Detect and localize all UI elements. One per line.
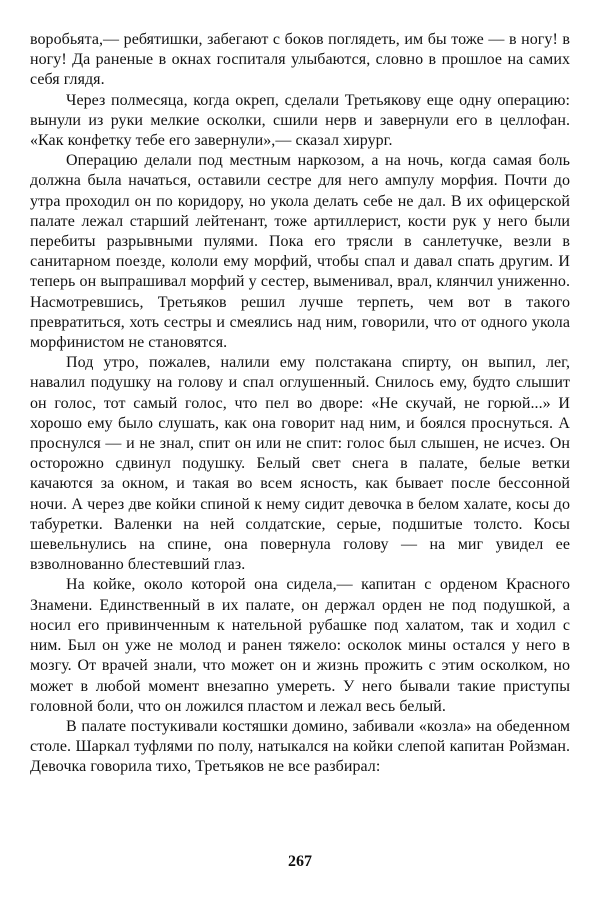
paragraph-3: Операцию делали под местным наркозом, а на ночь, когда самая боль должна была начаться, оставили сестре для него ампулу морфия. Почти до утра проходил он по коридору, но укола делать себе не дал. В их офицерской палате лежал старший лейтенант, тоже артиллерист, кости рук у него были перебиты разрывными пулями. Пока его трясли в санлетучке, везли в санитарном поезде, кололи ему морфий, чтобы спал и давал спать другим. И теперь он выпрашивал морфий у сестер, выменивал, врал, клянчил униженно. Насмотревшись, Третьяков решил лучше терпеть, чем вот в такого превратиться, хоть сестры и смеялись над ним, говорили, что от одного укола морфинистом не становятся. xyxy=(30,152,570,352)
paragraph-4: Под утро, пожалев, налили ему полстакана спирту, он выпил, лег, навалил подушку на голову и спал оглушенный. Снилось ему, будто слышит он голос, тот самый голос, что пел во дворе: «Не скучай, не горюй...» И хорошо ему было слушать, как она говорит над ним, и боялся проснуться. А проснулся — и не знал, спит он или не спит: голос был слышен, не исчез. Он осторожно сдвинул подушку. Белый свет снега в палате, белые ветки качаются за окном, и такая во всем ясность, как бывает после бессонной ночи. А через две койки спиной к нему сидит девочка в белом халате, косы до табуретки. Валенки на ней солдатские, серые, подшитые толсто. Косы шевельнулись на спине, она повернула голову — на миг увидел ее взволнованно блестевший глаз. xyxy=(30,354,570,574)
paragraph-2: Через полмесяца, когда окреп, сделали Третьякову еще одну операцию: вынули из руки мелкие осколки, сшили нерв и завернули его в целлофан. «Как конфетку тебе его завернули»,— сказал хирург. xyxy=(30,91,570,150)
page-number: 267 xyxy=(288,853,312,870)
book-page xyxy=(30,30,570,778)
paragraph-6: В палате постукивали костяшки домино, забивали «козла» на обеденном столе. Шаркал туфлями по полу, натыкался на койки слепой капитан Ройзман. Девочка говорила тихо, Третьяков не все разбирал: xyxy=(30,717,570,776)
paragraph-1: воробьята,— ребятишки, забегают с боков поглядеть, им бы тоже — в ногу! в ногу! Да раненые в окнах госпиталя улыбаются, словно в прошлое на самих себя глядя. xyxy=(30,31,570,89)
paragraph-5: На койке, около которой она сидела,— капитан с орденом Красного Знамени. Единственный в их палате, он держал орден не под подушкой, а носил его привинченным к нательной рубашке под халатом, так и ходил с ним. Был он уже не молод и ранен тяжело: осколок мины остался у него в мозгу. От врачей знали, что может он и жизнь прожить с этим осколком, но может в любой момент внезапно умереть. У него бывали такие приступы головной боли, что он ложился пластом и лежал весь белый. xyxy=(30,576,570,715)
